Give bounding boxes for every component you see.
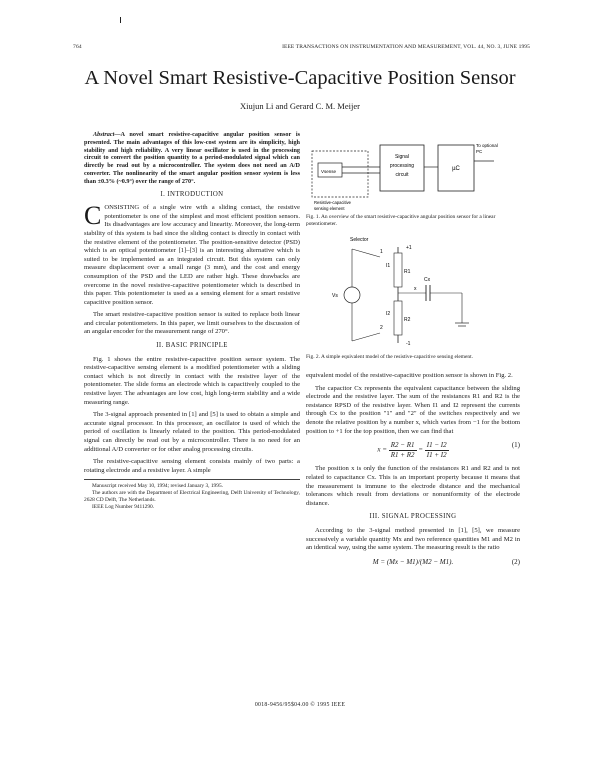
eq1-lhs: x =: [377, 445, 387, 454]
eq1-denominator-2: I1 + I2: [426, 450, 447, 459]
fig2-r2-label: R2: [404, 317, 411, 323]
fig2-switch-upper: [352, 249, 380, 257]
left-column: [84, 131, 300, 511]
intro-paragraph-1-text: ONSISTING of a single wire with a sliding contact, the resistive potentiometer is one of the simplest and most efficient position sensors. Its disadvantages are low accuracy and linearity. Moreover, the long-term stability of this system is bad since the sliding contact is directly in contact with the resistive element of the potentiometer. The position-sensitive detector (PSD) which is an optical potentiometer [1]–[3] is an interesting alternative which is suited to be implemented as an integrated circuit. But this system can only measure displacement over a small range (3 mm), and the cost and energy consumption of the PSD and the LED are rather high. These drawbacks are overcome in the novel resistive-capacitive potentiometer which is described in this paper. This potentiometer is used as a sensing element for a smart resistive capacitive position sensor.: [84, 204, 300, 306]
drop-cap: C: [84, 201, 102, 231]
fig2-i1-label: I1: [386, 263, 391, 269]
fig2-node-1: 1: [380, 249, 383, 255]
paper-title: A Novel Smart Resistive-Capacitive Position Sensor: [84, 67, 516, 89]
eq2-number: (2): [511, 557, 520, 566]
figure-1-caption: Fig. 1. An overview of the smart resistive-capacitive angular position sensor for a linear potentiometer.: [306, 214, 496, 227]
fig1-sensor-outline: [312, 151, 368, 197]
figure-2: [330, 233, 500, 351]
paper-authors: Xiujun Li and Gerard C. M. Meijer: [240, 101, 360, 111]
right-column: [306, 372, 520, 572]
right-paragraph-1: equivalent model of the resistive-capacitive position sensor is shown in Fig. 2.: [306, 372, 513, 379]
eq1-fraction-1: [389, 441, 417, 459]
right-paragraph-2: The capacitor Cx represents the equivalent capacitance between the sliding electrode and the resistive layer. The sum of the resistances R1 and R2 is the resistance RPSD of the resistive layer. When I1 and I2 represent the currents through Cx to the position "1" and "2" of the switches respectively and we denote the relative position by a number x, which varies from −1 for the bottom position to +1 for the top position, then we can find that: [306, 384, 520, 435]
right-paragraph-4: According to the 3-signal method presented in [1], [5], we measure successively a variable quantity Mx and two reference quantities M1 and M2 in an identical way, using the same system. The measuring result is the ratio: [306, 526, 520, 552]
section-heading-signal-processing: III. SIGNAL PROCESSING: [369, 513, 457, 521]
fig1-output-label-1: To optional: [476, 143, 498, 148]
abstract-label: Abstract—: [93, 131, 121, 138]
eq1-equals: =: [418, 445, 423, 454]
page-number: 764: [73, 44, 82, 50]
fig1-block-label-2: processing: [389, 163, 415, 169]
footnote-line-1: Manuscript received May 10, 1994; revised January 3, 1995.: [92, 483, 223, 490]
fig1-uc-label: µC: [452, 166, 460, 172]
eq1-number: (1): [511, 441, 520, 450]
eq1-denominator-1: R1 + R2: [390, 450, 415, 459]
fig2-r1-label: R1: [404, 269, 411, 275]
fig1-element-label-2: sensing element: [314, 206, 345, 211]
running-header: IEEE TRANSACTIONS ON INSTRUMENTATION AND MEASUREMENT, VOL. 44, NO. 3, JUNE 1995: [282, 44, 530, 50]
footnote-line-3: IEEE Log Number 9411290.: [92, 503, 155, 510]
section-heading-basic-principle: II. BASIC PRINCIPLE: [156, 342, 228, 350]
intro-paragraph-1: [84, 201, 300, 307]
intro-paragraph-2: The smart resistive-capacitive position sensor is suited to replace both linear and circular potentiometers. In this paper, we limit ourselves to the discussion of an angular encoder for the measurement range of 270°.: [84, 311, 300, 336]
eq1-fraction-2: [425, 441, 449, 459]
fig2-plus-label: +1: [406, 245, 412, 251]
basic-paragraph-1: Fig. 1 shows the entire resistive-capacitive position sensor system. The resistive-capacitive sensing element is a modified potentiometer with a sliding contact which is not directly in contact with the resistive layer of the potentiometer. The slide forms an electrode which is capacitively coupled to the resistive layer. The advantages are low cost, high long-term stability and a wide measuring range.: [84, 355, 300, 406]
fig2-source: [344, 287, 360, 303]
figure-1: [306, 131, 520, 213]
fig1-block-label-3: circuit: [395, 172, 409, 178]
footnote-line-2: The authors are with the Department of Electrical Engineering, Delft University of Technology, 2628 CD Delft, The Netherlands.: [84, 490, 300, 503]
section-heading-introduction: I. INTRODUCTION: [160, 190, 224, 198]
fig1-output-label-2: PC: [476, 149, 483, 154]
basic-paragraph-3: The resistive-capacitive sensing element consists mainly of two parts: a rotating electrode and a resistive layer. A simple: [84, 458, 300, 474]
fig2-switch-lower: [352, 333, 380, 341]
eq1-numerator-1: R2 − R1: [390, 441, 415, 450]
fig2-source-label: Vs: [332, 293, 338, 299]
fig2-resistor-r2: [394, 301, 402, 335]
right-paragraph-3: The position x is only the function of the resistances R1 and R2 and is not related to capacitance Cx. This is an important property because it means that the measurement is immune to the electrode distance and the mechanical tolerances which result from deviations or nonuniformity of the electrode distance.: [306, 465, 520, 507]
figure-2-caption: Fig. 2. A simple equivalent model of the resistive-capacitive sensing element.: [306, 354, 473, 360]
basic-paragraph-2: The 3-signal approach presented in [1] and [5] is used to obtain a simple and accurate signal processor. In this processor, an oscillator is used of which the period of oscillation is linearly related to the position. This period-modulated signal can directly be read out by a microcontroller. There is no need for an additional A/D converter or for other analog processing circuits.: [84, 411, 300, 453]
crop-mark: [120, 17, 121, 23]
fig2-x-label: x: [414, 286, 417, 292]
equation-1: [306, 441, 520, 459]
fig1-element-label-1: Resistive-capacitive: [314, 200, 352, 205]
fig2-node-2: 2: [380, 325, 383, 331]
eq2-body: M = (Mx − M1)/(M2 − M1).: [372, 557, 454, 566]
eq1-numerator-2: I1 − I2: [426, 441, 447, 450]
fig2-minus-label: -1: [406, 341, 411, 347]
abstract-text: A novel smart resistive-capacitive angular position sensor is presented. The main advantages of this low-cost system are its simplicity, high stability and high reliability. A very linear oscillator is used in the processing circuit to convert the position quantity to a period-modulated signal which can directly be read out by a microcontroller. The system does not need an A/D converter. The nonlinearity of the smart angular position sensor system is less than ±0.3% (~0.9°) over the range of 270°.: [84, 131, 300, 185]
equation-2: [306, 558, 520, 567]
fig2-i2-label: I2: [386, 311, 391, 317]
fig2-selector-label: Selector: [350, 237, 369, 243]
fig2-resistor-r1: [394, 253, 402, 287]
copyright-footer: 0018-9456/95$04.00 © 1995 IEEE: [254, 702, 346, 708]
fig1-block-label-1: Signal: [395, 154, 409, 160]
fig2-cx-label: Cx: [424, 277, 431, 283]
abstract: [84, 131, 300, 186]
footnote: [84, 479, 300, 510]
fig1-sense-label: Vsense: [321, 169, 337, 174]
